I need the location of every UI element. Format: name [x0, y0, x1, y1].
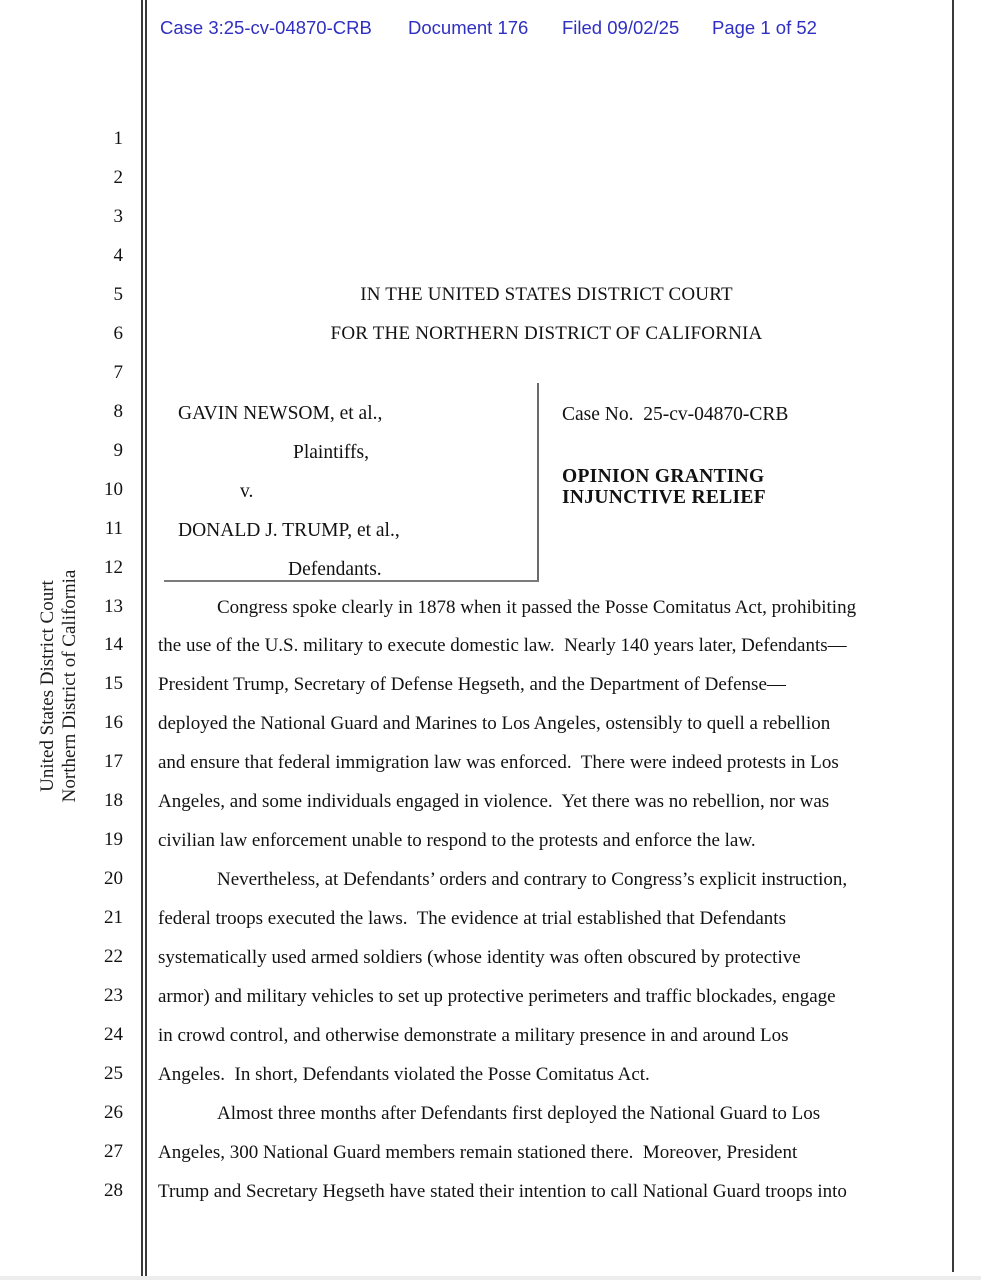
- opinion-body-line: Nevertheless, at Defendants’ orders and contrary to Congress’s explicit instruction,: [217, 869, 848, 891]
- line-number: 4: [113, 244, 123, 266]
- opinion-body-line: systematically used armed soldiers (whose identity was often obscured by protective: [158, 947, 801, 969]
- plaintiff-role: Plaintiffs,: [293, 442, 370, 463]
- line-number: 10: [104, 478, 123, 500]
- line-number: 24: [104, 1024, 123, 1046]
- opinion-body-line: Angeles, and some individuals engaged in violence. Yet there was no rebellion, nor was: [158, 791, 830, 813]
- left-double-rule-outer: [141, 0, 143, 1280]
- stamp-page-number: Page 1 of 52: [712, 17, 817, 38]
- line-number: 20: [104, 868, 123, 890]
- line-number: 17: [104, 751, 123, 773]
- page-bottom-edge: [0, 1276, 981, 1280]
- opinion-body-line: Almost three months after Defendants first deployed the National Guard to Los: [217, 1103, 821, 1124]
- line-number: 11: [104, 517, 123, 539]
- opinion-body-line: President Trump, Secretary of Defense Hegseth, and the Department of Defense—: [158, 674, 786, 696]
- case-number: Case No. 25-cv-04870-CRB: [562, 404, 789, 425]
- opinion-body-line: the use of the U.S. military to execute domestic law. Nearly 140 years later, Defendants—: [158, 635, 847, 657]
- opinion-body-line: Angeles, 300 National Guard members remain stationed there. Moreover, President: [158, 1141, 798, 1163]
- opinion-body-line: armor) and military vehicles to set up protective perimeters and traffic blockades, engage: [158, 986, 836, 1008]
- opinion-body-line: Congress spoke clearly in 1878 when it passed the Posse Comitatus Act, prohibiting: [217, 596, 857, 618]
- right-margin-rule: [952, 0, 954, 1272]
- court-name-stamp: [37, 536, 83, 836]
- line-number: 8: [113, 400, 123, 422]
- opinion-body-line: Trump and Secretary Hegseth have stated their intention to call National Guard troops into: [158, 1180, 847, 1202]
- line-number: 12: [104, 556, 123, 578]
- caption-divider-vertical: [537, 383, 539, 581]
- line-number: 13: [104, 595, 123, 617]
- line-number: 23: [104, 985, 123, 1007]
- court-name-line1: United States District Court: [37, 580, 58, 792]
- line-number: 6: [113, 322, 123, 344]
- opinion-body-line: and ensure that federal immigration law was enforced. There were indeed protests in Los: [158, 752, 839, 774]
- plaintiff-name: GAVIN NEWSOM, et al.,: [178, 403, 383, 424]
- line-number: 15: [104, 673, 123, 695]
- line-number: 7: [113, 361, 123, 383]
- line-number: 3: [113, 205, 123, 227]
- opinion-body-line: civilian law enforcement unable to respond to the protests and enforce the law.: [158, 830, 756, 852]
- line-number: 25: [104, 1063, 123, 1085]
- line-number: 22: [104, 946, 123, 968]
- line-number: 5: [113, 283, 123, 305]
- line-number: 2: [113, 166, 123, 188]
- line-number: 14: [104, 634, 123, 656]
- stamp-filed-date: Filed 09/02/25: [562, 17, 680, 38]
- court-heading-line1: IN THE UNITED STATES DISTRICT COURT: [360, 284, 733, 305]
- opinion-title-line2: INJUNCTIVE RELIEF: [562, 487, 766, 508]
- caption-divider-horizontal: [164, 580, 539, 582]
- defendant-name: DONALD J. TRUMP, et al.,: [178, 520, 400, 541]
- court-name-line2: Northern District of California: [59, 569, 80, 803]
- filing-stamp-header: [0, 17, 981, 39]
- line-number: 26: [104, 1102, 123, 1123]
- line-number: 19: [104, 829, 123, 851]
- opinion-body-line: federal troops executed the laws. The evidence at trial established that Defendants: [158, 908, 786, 930]
- line-number: 27: [104, 1140, 123, 1162]
- left-double-rule-inner: [145, 0, 147, 1280]
- court-heading-line2: FOR THE NORTHERN DISTRICT OF CALIFORNIA: [330, 323, 763, 344]
- defendant-role: Defendants.: [288, 559, 382, 580]
- line-number: 18: [104, 790, 123, 812]
- opinion-title-line1: OPINION GRANTING: [562, 466, 765, 487]
- stamp-case-number: Case 3:25-cv-04870-CRB: [160, 17, 372, 38]
- line-number: 28: [104, 1179, 123, 1201]
- opinion-body-line: Angeles. In short, Defendants violated the Posse Comitatus Act.: [158, 1064, 650, 1086]
- line-number: 16: [104, 712, 123, 734]
- line-number: 21: [104, 907, 123, 929]
- opinion-body-line: in crowd control, and otherwise demonstrate a military presence in and around Los: [158, 1025, 789, 1047]
- line-number: 9: [113, 439, 123, 461]
- opinion-body-line: deployed the National Guard and Marines to Los Angeles, ostensibly to quell a rebellion: [158, 713, 831, 735]
- stamp-document-number: Document 176: [408, 17, 529, 38]
- line-number: 1: [113, 128, 123, 149]
- versus-label: v.: [240, 481, 254, 502]
